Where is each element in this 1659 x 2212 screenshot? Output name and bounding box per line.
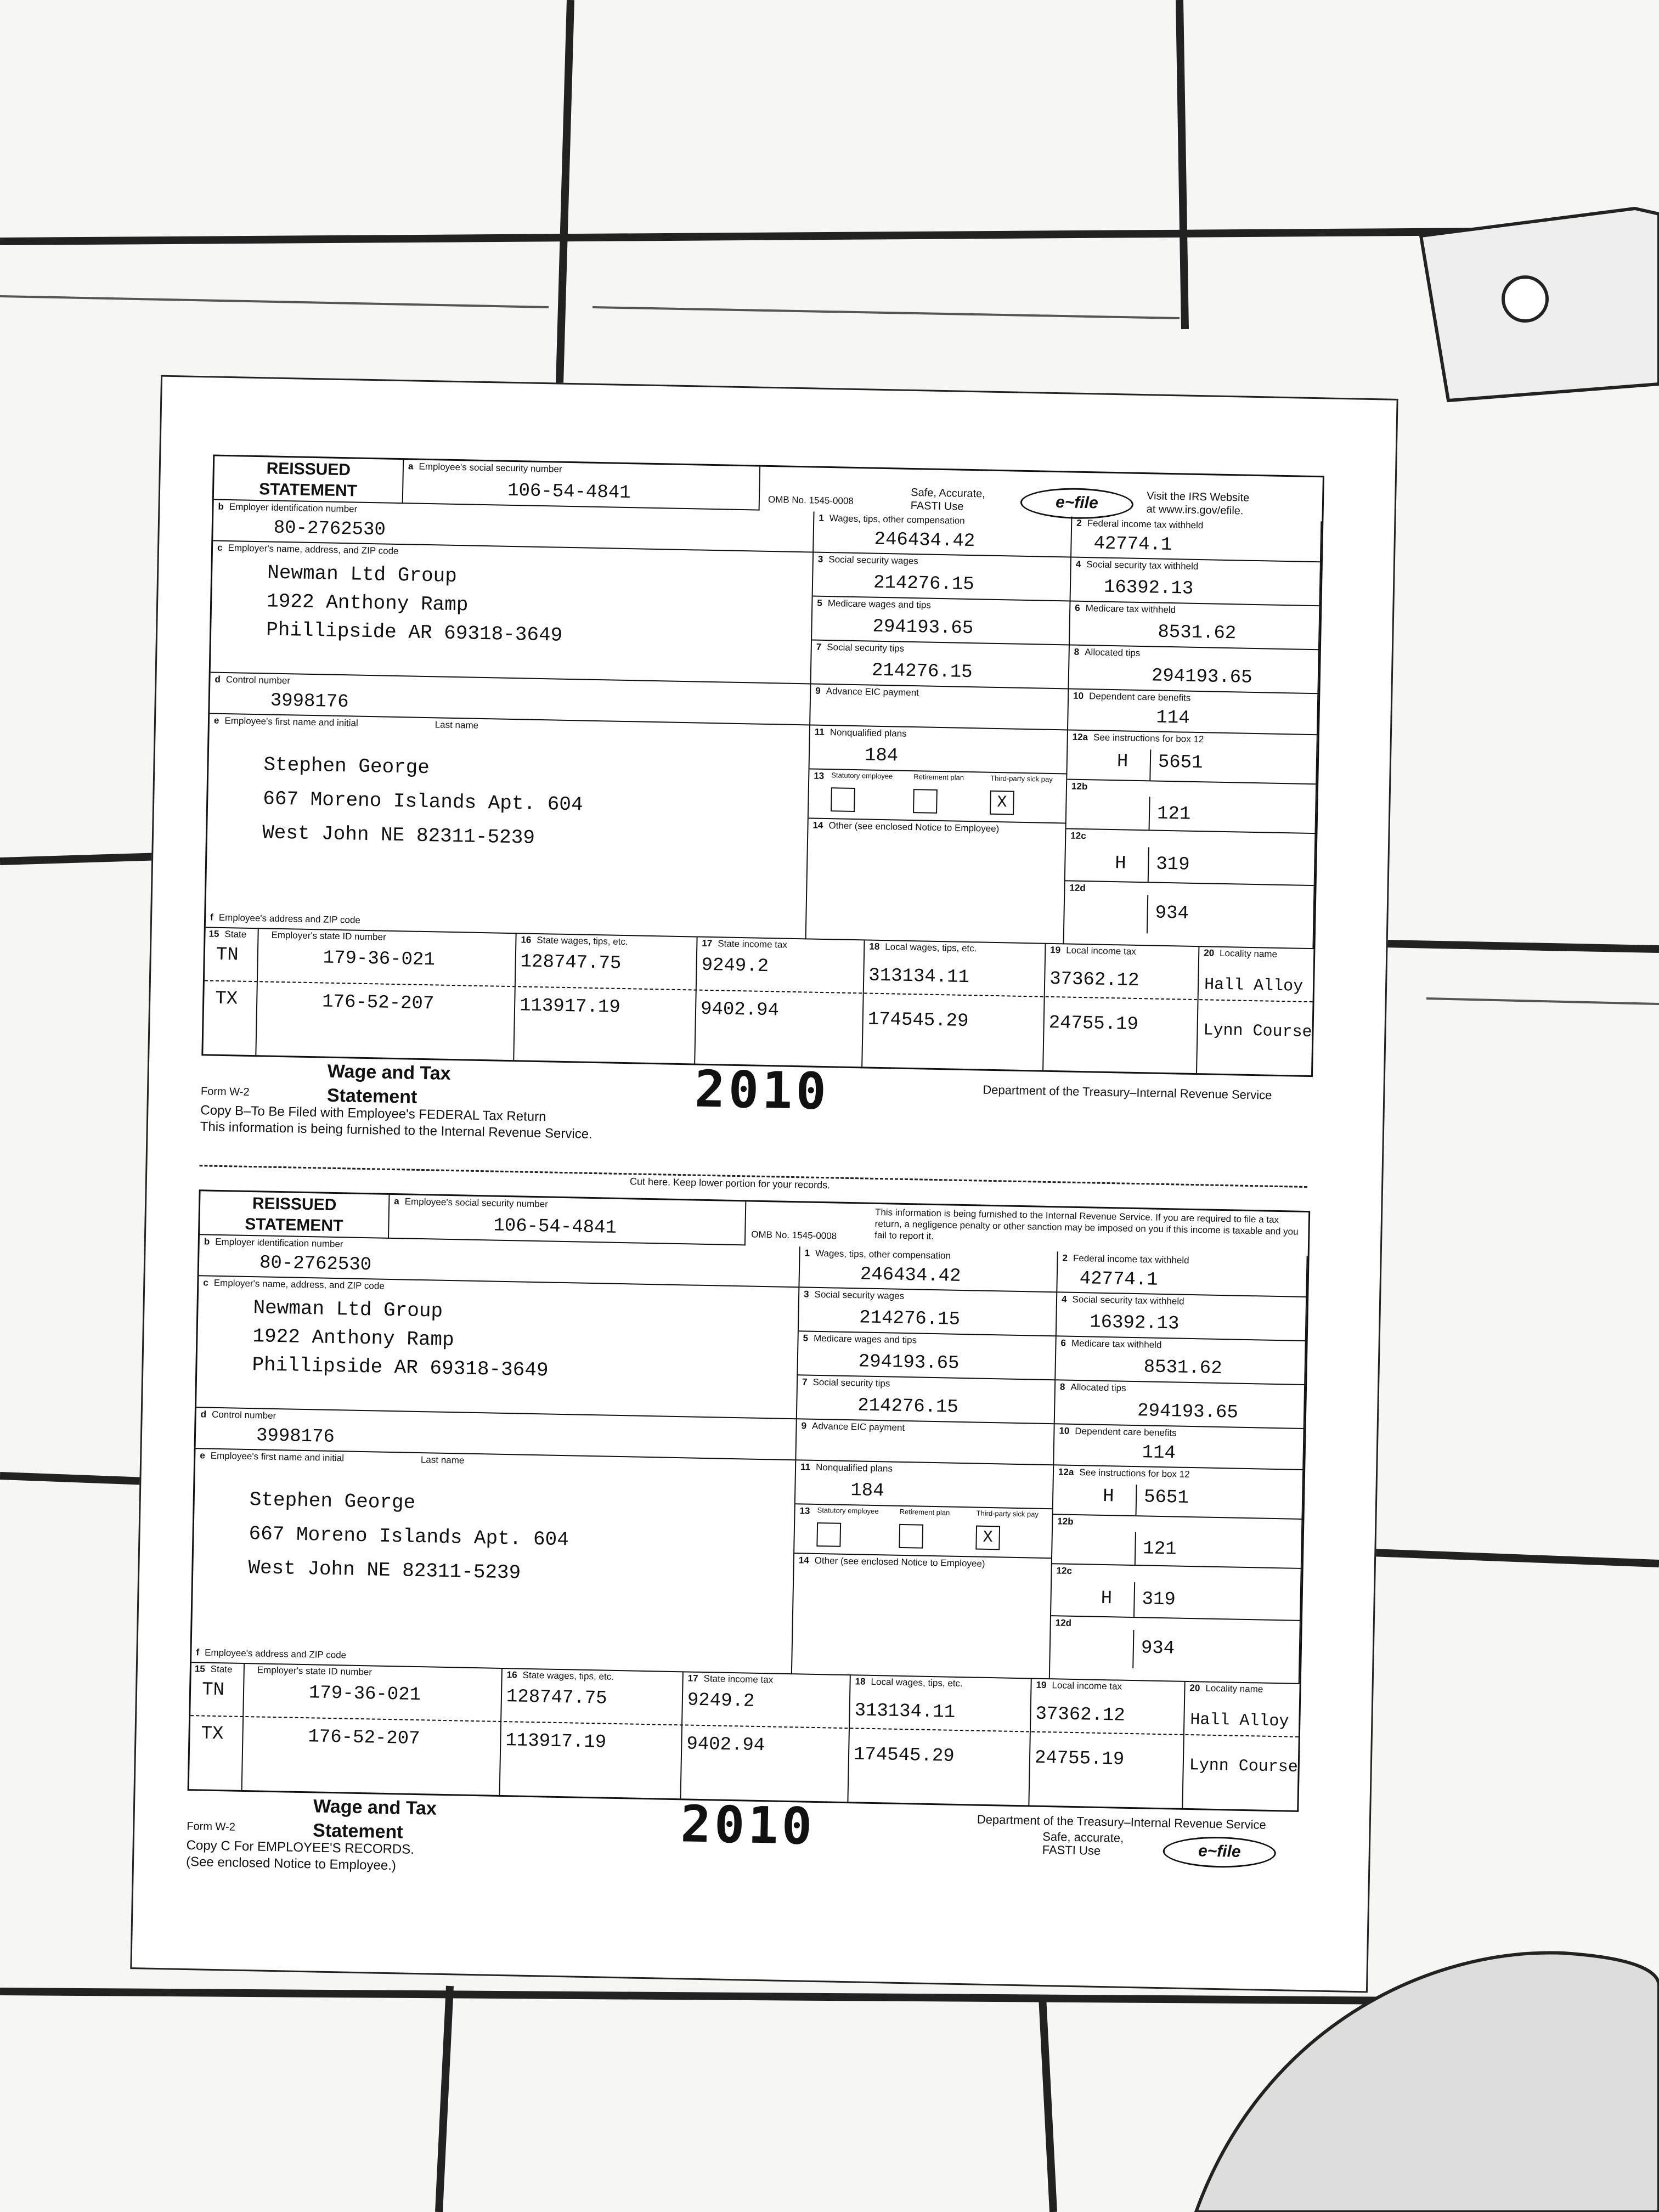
box-c-employer-c: c Employer's name, address, and ZIP code Newman Ltd Group 1922 Anthony Ramp Phillipside AR 69318-3649 [196, 1276, 799, 1419]
box-12b-amount-c: 121 [1142, 1538, 1177, 1560]
box-12c-c: 12c H 319 [1051, 1564, 1302, 1621]
box-12c-code: H [1114, 853, 1127, 874]
box-14-c: 14 Other (see enclosed Notice to Employee) [792, 1554, 1052, 1679]
box-5-c: 5 Medicare wages and tips 294193.65 [798, 1331, 1056, 1380]
state-1-locality: Hall Alloy [1204, 975, 1304, 996]
wage-tax-title-c: Wage and Tax Statement [312, 1796, 437, 1843]
box-10-value-c: 114 [1142, 1442, 1176, 1464]
tax-year-c: 2010 [680, 1795, 816, 1856]
box-12d-c: 12d 934 [1050, 1616, 1301, 1684]
box-12a-c: 12a See instructions for box 12 H 5651 [1053, 1465, 1304, 1520]
box-a-ssn-c: a Employee's social security number 106-54-4841 [389, 1195, 746, 1245]
box-1-value: 246434.42 [874, 529, 975, 552]
state-2-id: 176-52-207 [321, 991, 435, 1015]
state-2-locality-c: Lynn Course [1189, 1756, 1299, 1777]
wage-tax-title: Wage and Tax Statement [326, 1060, 451, 1108]
safe-accurate-text: Safe, Accurate, FASTI Use [910, 486, 986, 513]
state-1-tax: 9249.2 [701, 955, 769, 978]
state-2-code-c: TX [201, 1723, 224, 1745]
state-2-id-c: 176-52-207 [308, 1726, 420, 1750]
safe-accurate-text-c: Safe, accurate, FASTI Use [1042, 1829, 1124, 1858]
thirdparty-checkbox[interactable]: X [990, 791, 1014, 815]
box-8: 8 Allocated tips 294193.65 [1069, 646, 1319, 695]
statutory-checkbox[interactable] [831, 787, 855, 812]
state-1-local-wages-c: 313134.11 [854, 1700, 956, 1723]
box-7: 7 Social security tips 214276.15 [811, 640, 1069, 689]
state-1-local-tax: 37362.12 [1049, 968, 1139, 992]
state-2-local-wages-c: 174545.29 [853, 1744, 955, 1767]
box-4-value-c: 16392.13 [1089, 1312, 1180, 1335]
box-8-value: 294193.65 [1151, 665, 1252, 689]
box-6-c: 6 Medicare tax withheld 8531.62 [1056, 1336, 1306, 1385]
omb-number-c: OMB No. 1545-0008 [751, 1229, 837, 1242]
employee-street-c: 667 Moreno Islands Apt. 604 [249, 1522, 569, 1551]
state-2-local-wages: 174545.29 [867, 1009, 969, 1032]
copy-b-line1: Copy B–To Be Filed with Employee's FEDERAL Tax Return [200, 1103, 546, 1125]
box-2-value: 42774.1 [1093, 533, 1172, 556]
box-10-value: 114 [1156, 707, 1190, 729]
state-2-wages: 113917.19 [519, 995, 621, 1018]
state-2-tax: 9402.94 [700, 998, 780, 1022]
employer-name-c: Newman Ltd Group [253, 1296, 443, 1323]
box-9: 9 Advance EIC payment [810, 684, 1069, 730]
employee-name-c: Stephen George [249, 1488, 416, 1514]
box-11-value: 184 [864, 745, 899, 767]
state-local-section: 15 State Employer's state ID number 16 State wages, tips, etc. 17 State income tax 18 Local wages, tips, etc. 19 Local income tax 20 Locality name TN 179-36-021 128747.75 9249.2 313134.11 37362.12 Hall Alloy TX 176-52-207 113917.19 9402.94 174545.29 24755.19 Lynn Course [203, 928, 1313, 1075]
control-value: 3998176 [270, 690, 349, 713]
box-12c-amount-c: 319 [1142, 1589, 1176, 1611]
box-d-control-c: d Control number 3998176 [196, 1408, 797, 1460]
box-b-ein: b Employer identification number 80-2762530 [213, 500, 814, 553]
omb-number: OMB No. 1545-0008 [768, 494, 854, 506]
box-9-c: 9 Advance EIC payment [796, 1419, 1054, 1465]
box-3: 3 Social security wages 214276.15 [813, 553, 1071, 602]
ein-value: 80-2762530 [273, 517, 386, 541]
box-3-value: 214276.15 [873, 572, 975, 596]
employer-city: Phillipside AR 69318-3649 [266, 618, 563, 647]
irs-website-text: Visit the IRS Website at www.irs.gov/efile. [1146, 490, 1250, 517]
box-6: 6 Medicare tax withheld 8531.62 [1070, 602, 1320, 651]
state-2-code: TX [215, 988, 238, 1010]
retirement-checkbox[interactable] [913, 789, 938, 814]
ssn-value-c: 106-54-4841 [493, 1215, 617, 1239]
box-d-control: d Control number 3998176 [210, 673, 811, 725]
box-10-c: 10 Dependent care benefits 114 [1054, 1424, 1304, 1470]
w2-form-b [201, 454, 1324, 1077]
copy-c-line1: Copy C For EMPLOYEE'S RECORDS. [186, 1838, 415, 1857]
state-1-local-tax-c: 37362.12 [1035, 1703, 1126, 1726]
box-12a-amount: 5651 [1158, 752, 1203, 774]
department-text-c: Department of the Treasury–Internal Revenue Service [977, 1812, 1267, 1832]
box-c-employer: c Employer's name, address, and ZIP code Newman Ltd Group 1922 Anthony Ramp Phillipside AR 69318-3649 [211, 541, 814, 684]
box-2-value-c: 42774.1 [1079, 1268, 1158, 1291]
department-text: Department of the Treasury–Internal Revenue Service [983, 1082, 1272, 1102]
employer-name: Newman Ltd Group [267, 561, 458, 588]
thirdparty-label-c: Third-party sick pay [976, 1509, 1039, 1519]
efile-logo: e~file [1020, 487, 1133, 520]
box-4-value: 16392.13 [1103, 577, 1194, 600]
box-12d-amount-c: 934 [1141, 1638, 1175, 1660]
state-2-local-tax-c: 24755.19 [1034, 1747, 1125, 1770]
box-13: 13 Statutory employee Retirement plan Third-party sick pay X [809, 769, 1068, 823]
employer-city-c: Phillipside AR 69318-3649 [252, 1353, 549, 1382]
state-2-tax-c: 9402.94 [686, 1734, 765, 1757]
state-1-id-c: 179-36-021 [308, 1683, 421, 1706]
w2-copy-c [186, 1189, 1307, 1900]
efile-logo-c: e~file [1163, 1836, 1276, 1869]
box-12c-amount: 319 [1155, 854, 1190, 876]
box-12c-code-c: H [1101, 1588, 1113, 1610]
box-2: 2 Federal income tax withheld 42774.1 [1071, 517, 1322, 563]
box-a-ssn: a Employee's social security number 106-54-4841 [403, 460, 760, 510]
thirdparty-label: Third-party sick pay [990, 774, 1053, 783]
box-4: 4 Social security tax withheld 16392.13 [1070, 558, 1321, 607]
state-1-code: TN [216, 944, 239, 966]
retirement-label-c: Retirement plan [899, 1507, 950, 1517]
box-12a-code-c: H [1102, 1486, 1114, 1508]
statutory-checkbox-c[interactable] [816, 1522, 841, 1547]
box-12c: 12c H 319 [1065, 829, 1316, 886]
box-14: 14 Other (see enclosed Notice to Employee) [806, 819, 1066, 944]
state-1-local-wages: 313134.11 [868, 965, 970, 989]
state-2-wages-c: 113917.19 [505, 1730, 607, 1753]
cut-here-label: Cut here. Keep lower portion for your records. [629, 1176, 831, 1191]
employee-city-c: West John NE 82311-5239 [248, 1556, 521, 1584]
form-w2-label-c: Form W-2 [187, 1820, 236, 1833]
retirement-label: Retirement plan [913, 772, 964, 782]
box-3-value-c: 214276.15 [859, 1307, 961, 1330]
w2-sheet [130, 375, 1398, 1993]
box-2-c: 2 Federal income tax withheld 42774.1 [1057, 1251, 1307, 1297]
box-7-c: 7 Social security tips 214276.15 [797, 1375, 1056, 1424]
state-2-locality: Lynn Course [1203, 1021, 1312, 1042]
state-1-tax-c: 9249.2 [687, 1690, 755, 1712]
employee-street: 667 Moreno Islands Apt. 604 [262, 787, 583, 816]
copy-c-line2: (See enclosed Notice to Employee.) [185, 1854, 397, 1874]
box-4-c: 4 Social security tax withheld 16392.13 [1057, 1293, 1307, 1341]
box-1-value-c: 246434.42 [860, 1264, 961, 1287]
employer-street: 1922 Anthony Ramp [266, 590, 469, 617]
box-6-value: 8531.62 [1158, 622, 1237, 645]
form-w2-label: Form W-2 [200, 1085, 250, 1098]
box-8-value-c: 294193.65 [1137, 1401, 1239, 1424]
w2-form-c [188, 1189, 1311, 1812]
tax-year: 2010 [694, 1059, 830, 1121]
box-12d-amount: 934 [1155, 902, 1189, 924]
state-2-local-tax: 24755.19 [1048, 1012, 1139, 1036]
state-1-locality-c: Hall Alloy [1190, 1711, 1289, 1731]
box-11: 11 Nonqualified plans 184 [810, 725, 1068, 774]
ssn-value: 106-54-4841 [507, 480, 631, 504]
box-5-value: 294193.65 [872, 616, 974, 640]
statutory-label-c: Statutory employee [817, 1505, 879, 1516]
employee-city: West John NE 82311-5239 [262, 821, 535, 849]
box-e-employee-c: e Employee's first name and initial Last name Stephen George 667 Moreno Islands Apt. 604 West John NE 82311-5239 f Employee's address and ZIP code [191, 1449, 796, 1674]
ein-value-c: 80-2762530 [259, 1252, 372, 1276]
box-11-c: 11 Nonqualified plans 184 [795, 1460, 1054, 1509]
employer-street-c: 1922 Anthony Ramp [252, 1325, 455, 1352]
box-12b: 12b 121 [1066, 780, 1317, 834]
box-7-value: 214276.15 [871, 660, 973, 684]
box-8-c: 8 Allocated tips 294193.65 [1055, 1380, 1305, 1429]
box-10: 10 Dependent care benefits 114 [1068, 689, 1318, 735]
control-value-c: 3998176 [256, 1425, 335, 1448]
box-5: 5 Medicare wages and tips 294193.65 [812, 597, 1070, 646]
retirement-checkbox-c[interactable] [899, 1524, 923, 1549]
box-13-c: 13 Statutory employee Retirement plan Third-party sick pay X [794, 1504, 1053, 1559]
state-1-wages: 128747.75 [520, 951, 622, 974]
object-corner [1196, 1953, 1659, 2212]
box-3-c: 3 Social security wages 214276.15 [799, 1288, 1057, 1336]
copy-b-line2: This information is being furnished to the Internal Revenue Service. [200, 1119, 593, 1142]
reissued-statement-badge: REISSUED STATEMENT [214, 456, 404, 504]
box-6-value-c: 8531.62 [1143, 1357, 1222, 1380]
state-local-section-c: 15 State Employer's state ID number 16 State wages, tips, etc. 17 State income tax 18 Local wages, tips, etc. 19 Local income tax 20 Locality name TN 179-36-021 128747.75 9249.2 313134.11 37362.12 Hall Alloy TX 176-52-207 113917.19 9402.94 174545.29 24755.19 Lynn Course [189, 1663, 1300, 1810]
box-1: 1 Wages, tips, other compensation 246434.42 [814, 512, 1072, 558]
box-12a-amount-c: 5651 [1143, 1487, 1189, 1509]
box-12d: 12d 934 [1064, 881, 1314, 949]
box-1-c: 1 Wages, tips, other compensation 246434.42 [799, 1246, 1058, 1293]
box-5-value-c: 294193.65 [858, 1351, 960, 1374]
thirdparty-checkbox-c[interactable]: X [975, 1526, 1000, 1550]
box-12a-code: H [1116, 751, 1128, 772]
state-1-code-c: TN [201, 1679, 225, 1701]
reissued-statement-badge-c: REISSUED STATEMENT [200, 1191, 390, 1239]
box-e-employee: e Employee's first name and initial Last name Stephen George 667 Moreno Islands Apt. 604 West John NE 82311-5239 f Employee's address and ZIP code [206, 714, 810, 939]
box-12a: 12a See instructions for box 12 H 5651 [1067, 730, 1318, 785]
employee-name: Stephen George [263, 753, 430, 780]
statutory-label: Statutory employee [831, 771, 893, 781]
box-12b-c: 12b 121 [1052, 1515, 1303, 1569]
state-1-wages-c: 128747.75 [506, 1686, 607, 1709]
w2-copy-b [200, 454, 1321, 1165]
box-7-value-c: 214276.15 [857, 1395, 959, 1418]
box-b-ein-c: b Employer identification number 80-2762530 [199, 1235, 800, 1288]
state-1-id: 179-36-021 [323, 947, 436, 971]
box-11-value-c: 184 [850, 1480, 884, 1502]
box-12b-amount: 121 [1156, 803, 1191, 825]
irs-notice-text: This information is being furnished to the Internal Revenue Service. If you are required to file a tax return, a negligence penalty or other sanction may be imposed on you if this income is taxable and you fail to report it. [874, 1206, 1299, 1242]
